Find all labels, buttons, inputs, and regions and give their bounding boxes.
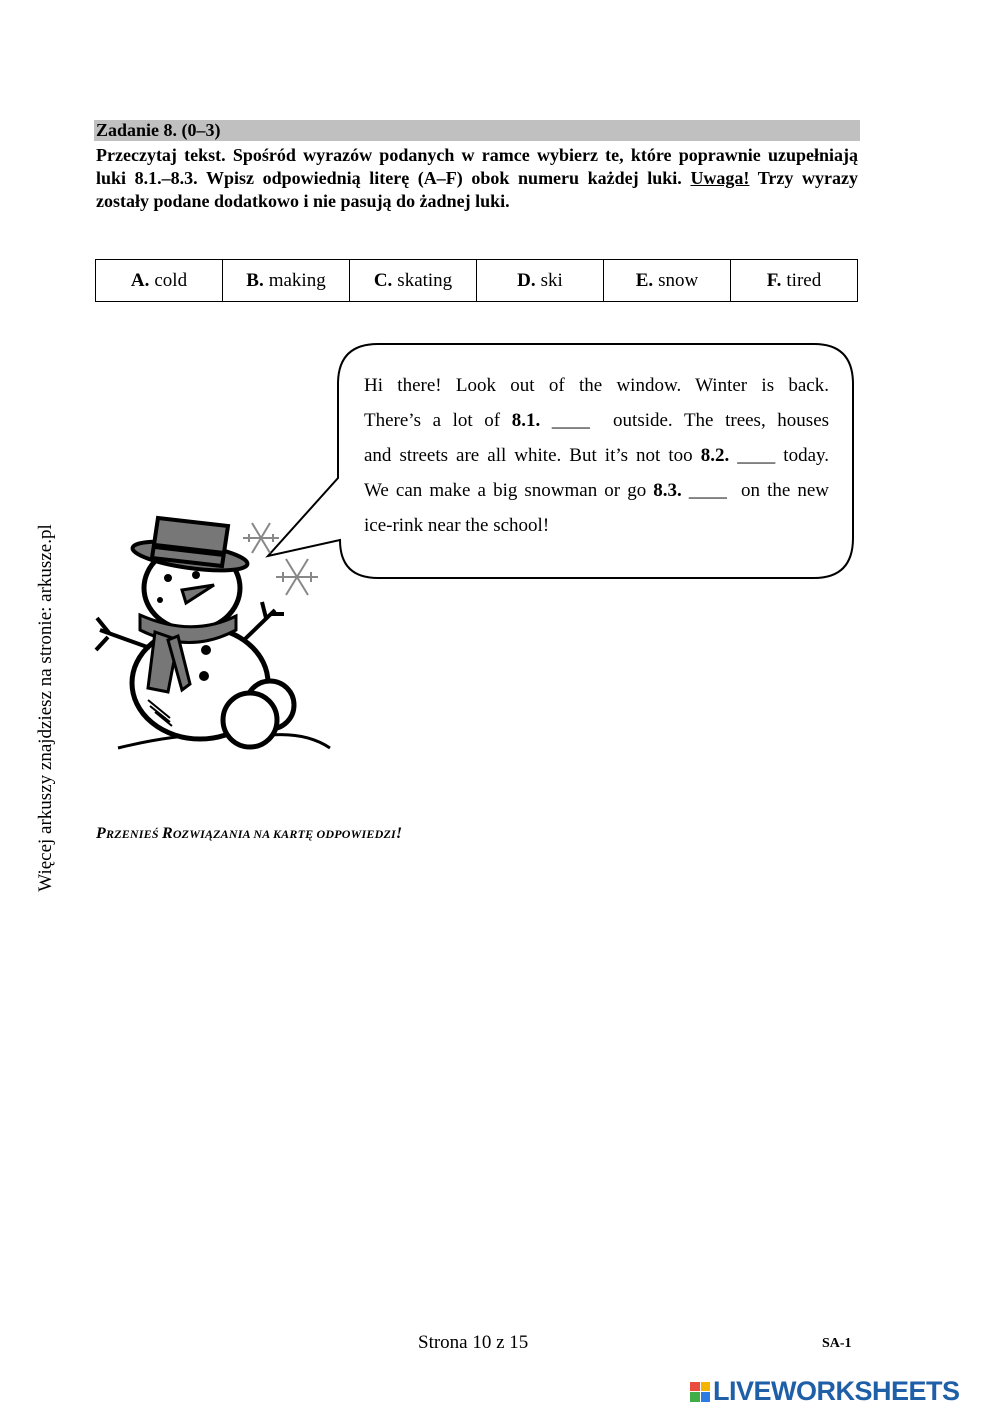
side-watermark: Więcej arkuszy znajdziesz na stronie: arkusze.pl bbox=[35, 524, 56, 892]
logo-icon bbox=[690, 1382, 710, 1402]
option-e: E. snow bbox=[604, 260, 731, 301]
option-d: D. ski bbox=[477, 260, 604, 301]
bubble-line-2: There’s a lot of 8.1. ____ outside. The trees, houses bbox=[364, 410, 830, 431]
exam-code: SA-1 bbox=[822, 1336, 852, 1351]
gap-8-1: 8.1. bbox=[511, 410, 541, 431]
task-title: Zadanie 8. (0–3) bbox=[94, 120, 860, 141]
transfer-note: PRZENIEŚ ROZWIĄZANIA NA KARTĘ ODPOWIEDZI! bbox=[96, 825, 403, 842]
bubble-line-1: Hi there! Look out of the window. Winter is back. bbox=[364, 375, 829, 396]
blank-8-1[interactable]: ____ bbox=[551, 410, 590, 431]
warning-label: Uwaga! bbox=[690, 168, 750, 188]
instruction-main: Przeczytaj tekst. Spośród wyrazów podanych w ramce wybierz te, które poprawnie uzupełniają luki 8.1.–8.3. Wpisz odpowiednią literę (A–F) obok numeru każdej luki. bbox=[96, 145, 858, 188]
option-a: A. cold bbox=[96, 260, 223, 301]
blank-8-3[interactable]: ____ bbox=[688, 480, 727, 501]
blank-8-2[interactable]: ____ bbox=[737, 445, 776, 466]
warning-text: Trzy wyrazy zostały podane dodatkowo i nie pasują do żadnej luki. bbox=[96, 168, 858, 211]
gap-8-3: 8.3. bbox=[653, 480, 682, 501]
bubble-text bbox=[364, 368, 829, 543]
bubble-line-5: ice-rink near the school! bbox=[364, 515, 550, 536]
bubble-line-3: and streets are all white. But it’s not too 8.2. ____ today. bbox=[364, 445, 830, 466]
option-c: C. skating bbox=[350, 260, 477, 301]
gap-8-2: 8.2. bbox=[700, 445, 730, 466]
option-f: F. tired bbox=[766, 269, 822, 291]
logo-text: LIVEWORKSHEETS bbox=[713, 1376, 960, 1406]
bubble-line-4: We can make a big snowman or go 8.3. ____ on the new bbox=[364, 480, 830, 501]
page-number: Strona 10 z 15 bbox=[418, 1332, 529, 1353]
option-b: B. making bbox=[223, 260, 350, 301]
liveworksheets-logo[interactable] bbox=[690, 1376, 960, 1407]
